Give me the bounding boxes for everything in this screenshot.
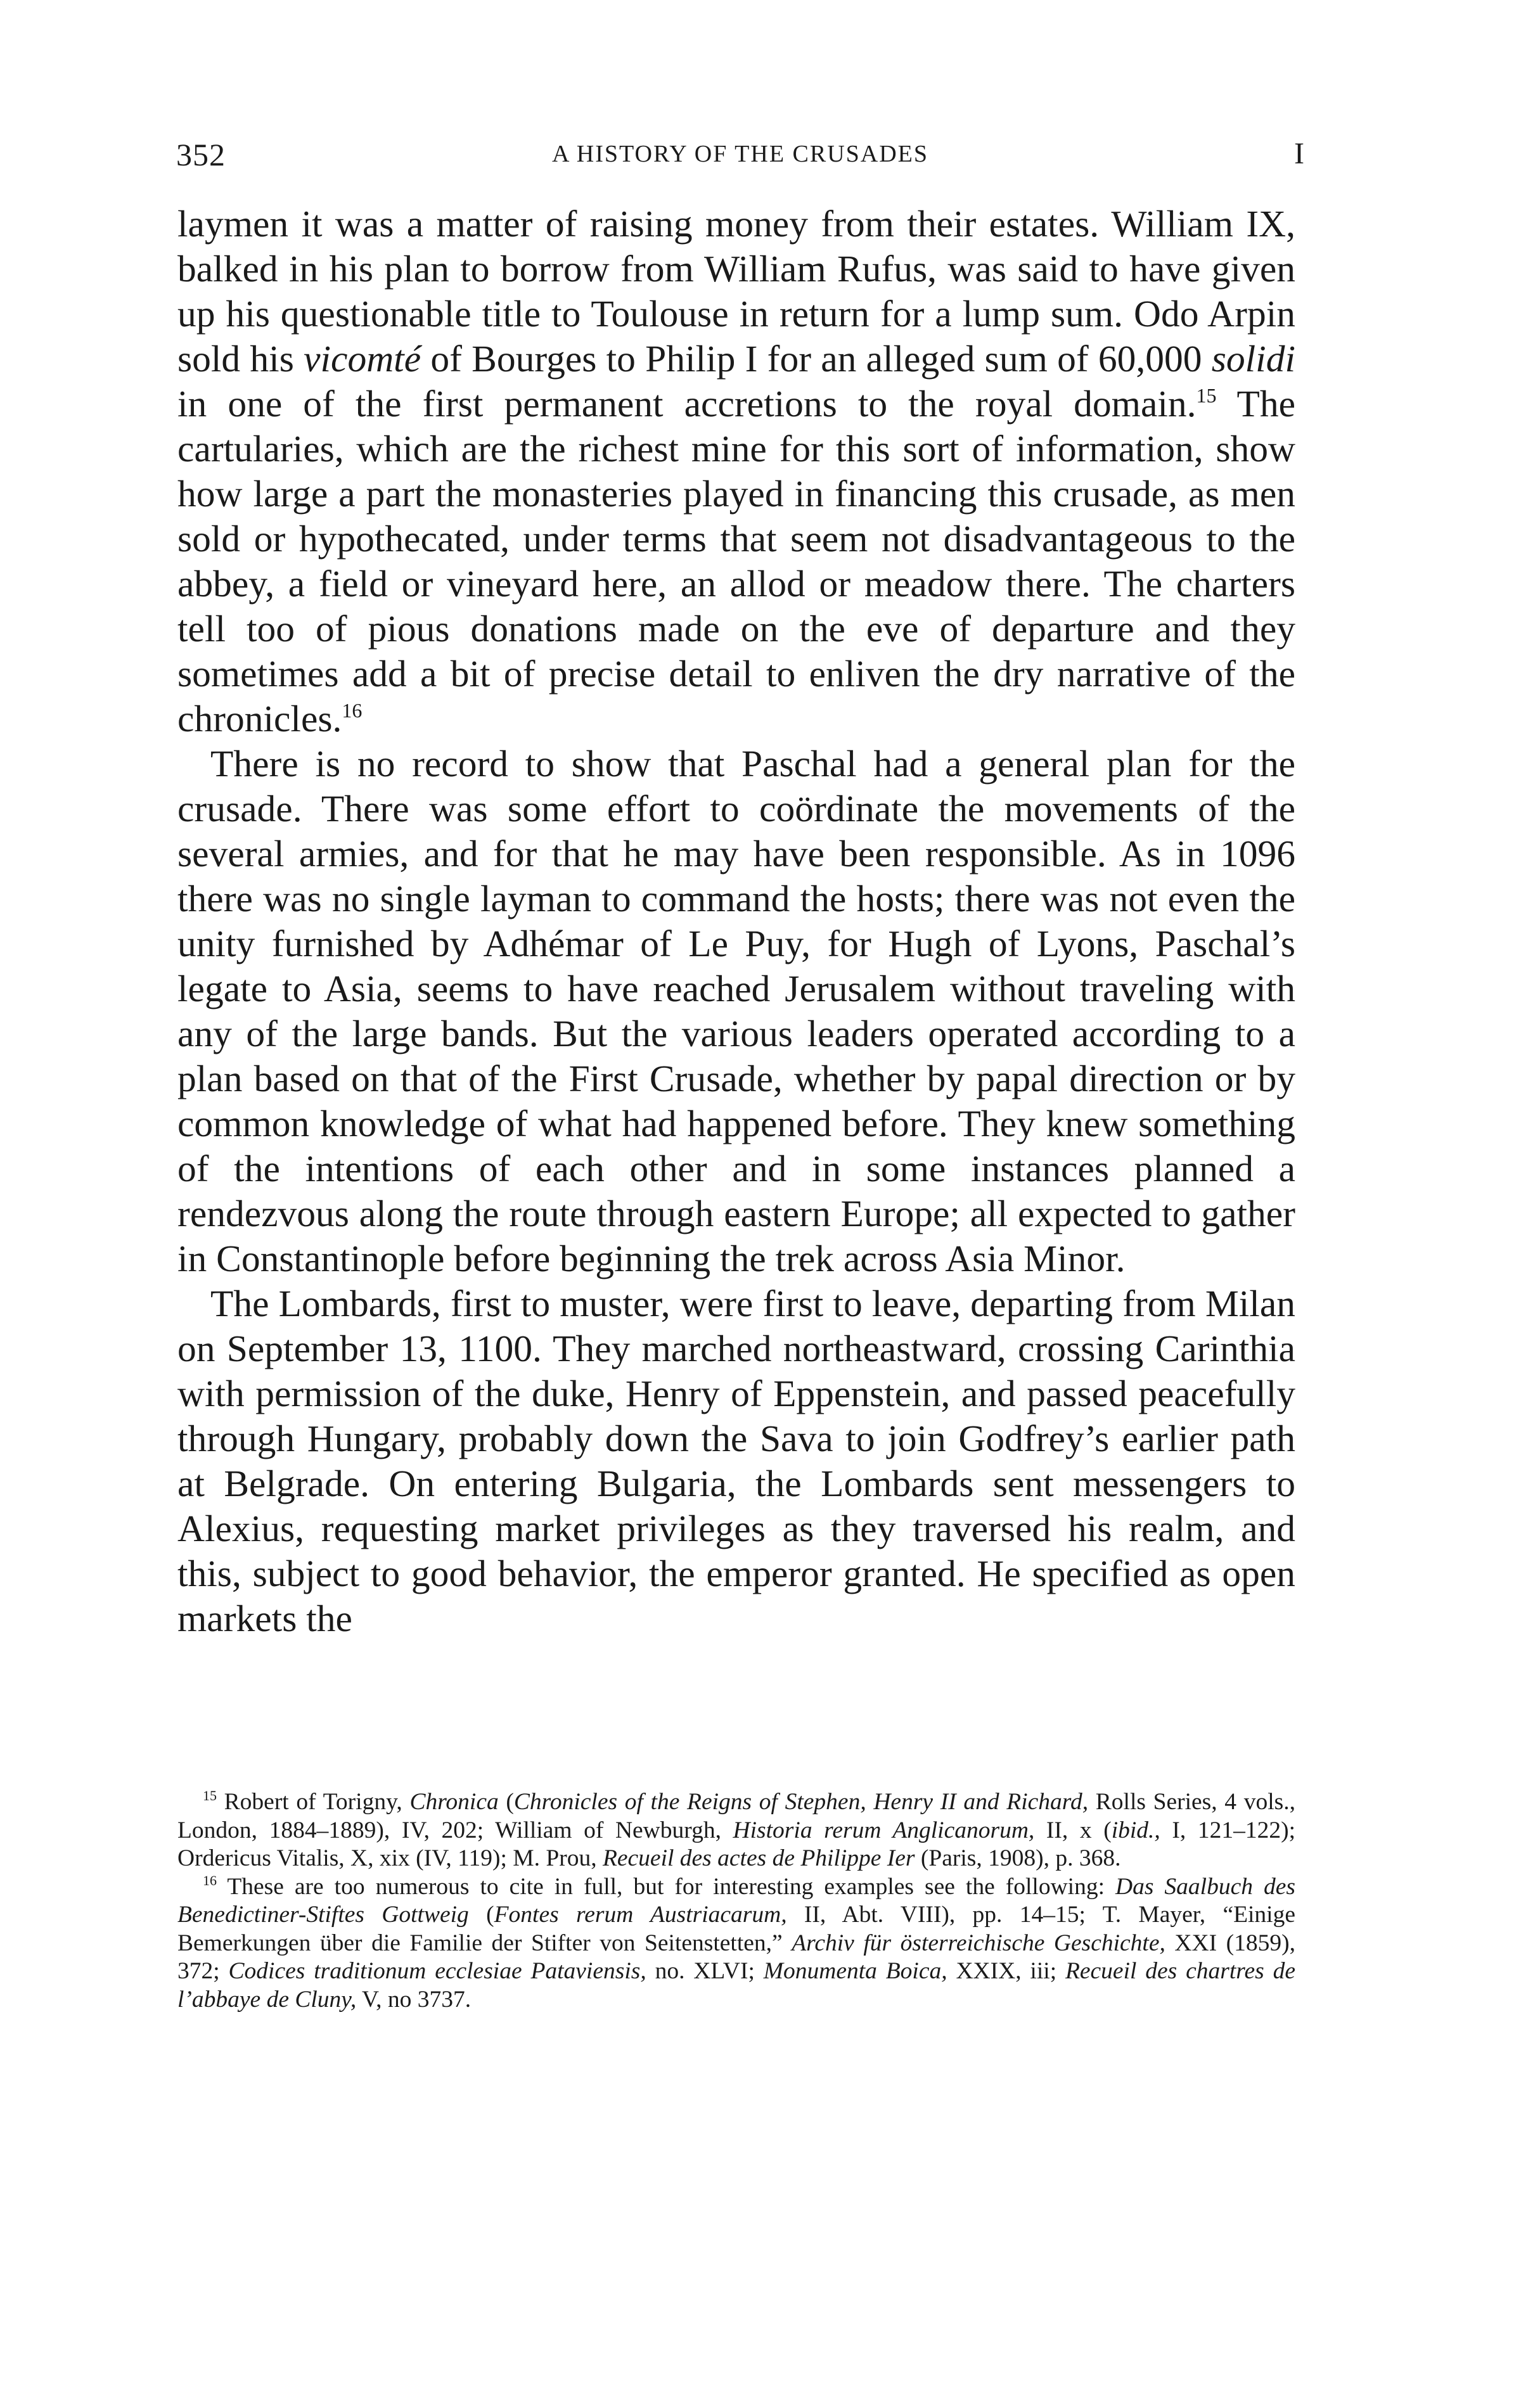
page-number: 352 [176, 137, 226, 172]
footnote-ref-16[interactable]: 16 [342, 699, 363, 722]
text-run: I, 121–122); Ordericus Vitalis, X, xix (IV, 119); M. Prou, [177, 1817, 1296, 1871]
text-run: V, no 3737. [356, 1986, 472, 2013]
main-text [177, 202, 1295, 1641]
italic-term: vicomté [304, 338, 421, 380]
text-run: (Paris, 1908), p. 368. [915, 1845, 1121, 1871]
running-title: A HISTORY OF THE CRUSADES [551, 141, 929, 167]
text-run: XXI (1859), 372; [177, 1930, 1295, 1984]
italic-title: Chronicles of the Reigns of Stephen, Henry II and Richard, [513, 1789, 1089, 1815]
footnote-ref-15[interactable]: 15 [1196, 384, 1217, 407]
paragraph-3: The Lombards, first to muster, were first to leave, departing from Milan on September 13, 1100. They marched northeastward, crossing Carinthia with permission of the duke, Henry of Eppenstein, and passed peacefully through Hungary, probably down the Sava to join Godfrey’s earlier path at Belgrade. On entering Bulgaria, the Lombards sent messengers to Alexius, requesting market privileges as they traversed his realm, and this, subject to good behavior, the emperor granted. He specified as open markets the [177, 1283, 1295, 1639]
text-run: no. XLVI; [646, 1958, 764, 1984]
text-run: These are too numerous to cite in full, but for interesting examples see the following: [217, 1873, 1115, 1900]
text-run: The cartularies, which are the richest mine for this sort of information, show how large a part the monasteries played in financing this crusade, as men sold or hypothecated, under terms that seem not disadvantageous to the abbey, a field or vineyard here, an allod or meadow there. The charters tell too of pious donations made on the eve of departure and they sometimes add a bit of precise detail to enliven the dry narrative of the chronicles. [177, 383, 1295, 740]
footnote-number: 15 [203, 1788, 217, 1803]
italic-title: Recueil des actes de Philippe Ier [602, 1845, 915, 1871]
italic-term: solidi [1211, 338, 1295, 380]
italic-title: ibid., [1111, 1817, 1160, 1843]
paragraph-1 [177, 202, 1295, 741]
text-run: of Bourges to Philip I for an alleged sum of 60,000 [421, 338, 1212, 380]
text-run: ( [468, 1902, 494, 1928]
text-run: laymen it was a matter of raising money from their estates. William IX, balked in his plan to borrow from William Rufus, was said to have given up his questionable title to Toulouse in return for a lump sum. Odo Arpin sold his [177, 203, 1295, 380]
text-run: XXIX, iii; [947, 1958, 1065, 1984]
text-run: in one of the first permanent accretions to the royal domain. [177, 383, 1197, 425]
text-run: II, x ( [1034, 1817, 1112, 1843]
text-run: Robert of Torigny, [217, 1789, 410, 1815]
footnote-16 [177, 1873, 1295, 2014]
italic-title: Fontes rerum Austriacarum, [494, 1902, 787, 1928]
footnotes [177, 1788, 1295, 2014]
italic-title: Archiv für österreichische Geschichte, [792, 1930, 1165, 1956]
italic-title: Recueil des chartres de l’abbaye de Cluny, [177, 1958, 1295, 2013]
text-run: II, Abt. VIII), pp. 14–15; T. Mayer, “Einige Bemerkungen über die Familie der Stifter von Seitenstetten,” [177, 1902, 1295, 1956]
italic-title: Historia rerum Anglicanorum, [733, 1817, 1035, 1843]
running-header [176, 136, 1304, 174]
italic-title: Codices traditionum ecclesiae Pataviensis, [228, 1958, 646, 1984]
footnote-15 [177, 1788, 1295, 1873]
text-run: ( [498, 1789, 514, 1815]
footnote-number: 16 [203, 1872, 217, 1888]
italic-title: Das Saalbuch des Benedictiner-Stiftes Gottweig [177, 1873, 1295, 1928]
italic-title: Monumenta Boica, [763, 1958, 947, 1984]
italic-title: Chronica [409, 1789, 499, 1815]
text-run: Rolls Series, 4 vols., London, 1884–1889), IV, 202; William of Newburgh, [177, 1789, 1295, 1843]
paragraph-2: There is no record to show that Paschal had a general plan for the crusade. There was some effort to coördinate the movements of the several armies, and for that he may have been responsible. As in 1096 there was no single layman to command the hosts; there was not even the unity furnished by Adhémar of Le Puy, for Hugh of Lyons, Paschal’s legate to Asia, seems to have reached Jerusalem without traveling with any of the large bands. But the various leaders operated according to a plan based on that of the First Crusade, whether by papal direction or by common knowledge of what had happened before. They knew something of the intentions of each other and in some instances planned a rendezvous along the route through eastern Europe; all expected to gather in Constantinople before beginning the trek across Asia Minor. [177, 743, 1295, 1279]
volume-number: I [1294, 137, 1304, 170]
